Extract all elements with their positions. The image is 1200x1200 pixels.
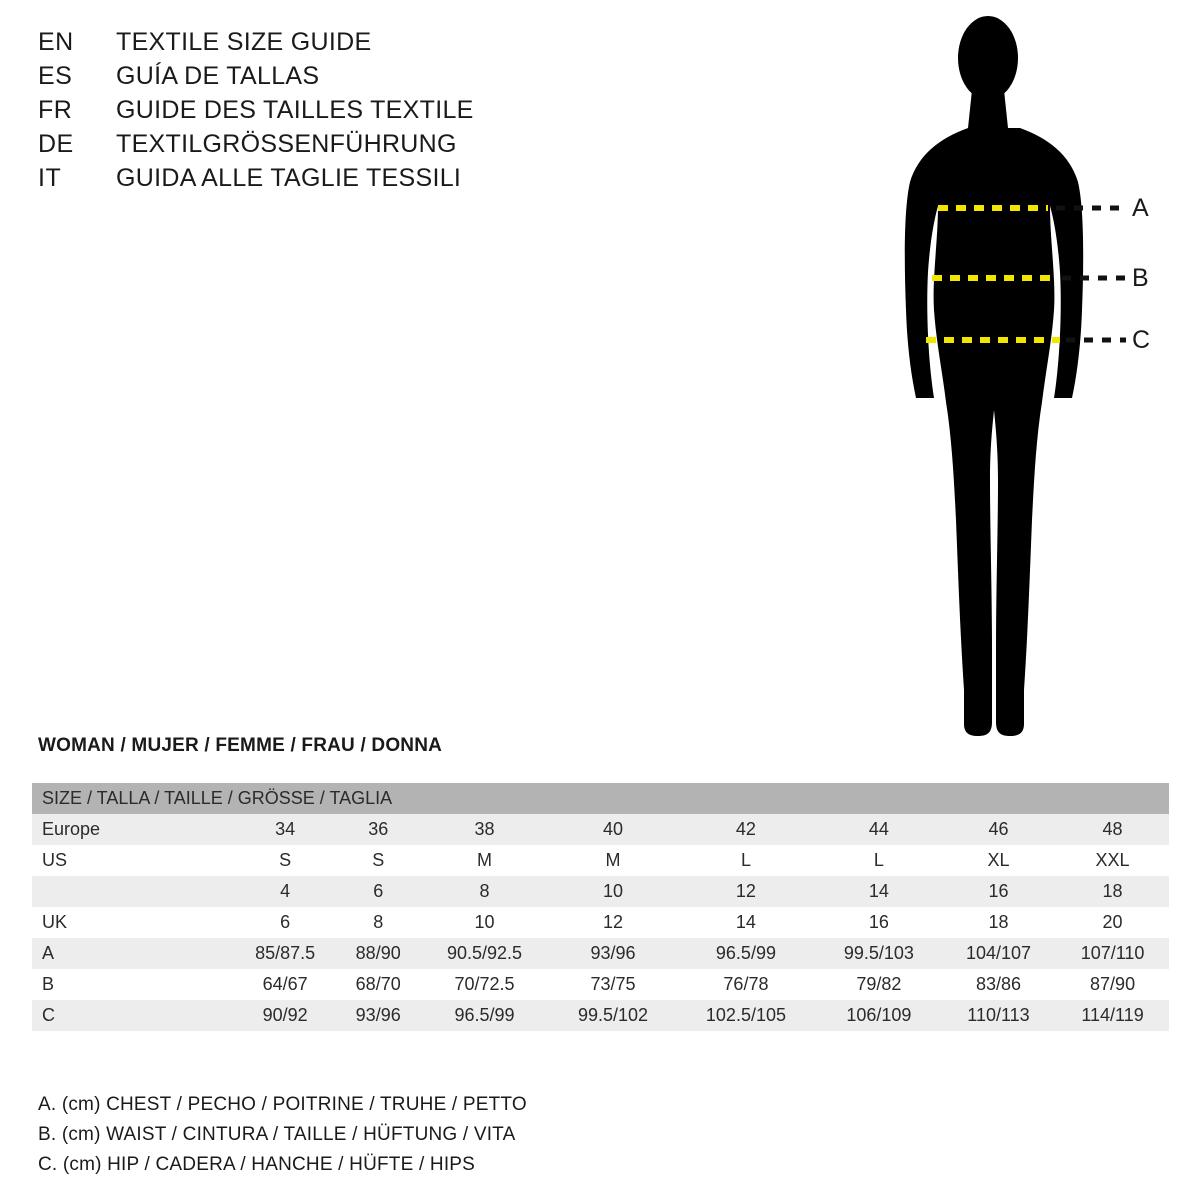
- cell: 8: [373, 912, 384, 932]
- cell: 88/90: [355, 943, 401, 963]
- female-body-silhouette-icon: [860, 10, 1190, 750]
- cell: 4: [280, 881, 291, 901]
- cell: 18: [1102, 881, 1123, 901]
- cell: 104/107: [965, 943, 1032, 963]
- cell: 93/96: [355, 1005, 401, 1025]
- row-label-europe: Europe: [42, 819, 101, 839]
- cell: 90.5/92.5: [447, 943, 523, 963]
- cell: 6: [373, 881, 384, 901]
- cell: L: [740, 850, 751, 870]
- language-code-fr: FR: [38, 96, 73, 124]
- row-label-a: A: [42, 943, 55, 963]
- cell: 85/87.5: [255, 943, 316, 963]
- footnote-waist: B. (cm) WAIST / CINTURA / TAILLE / HÜFTUNG / VITA: [38, 1124, 516, 1145]
- language-code-de: DE: [38, 130, 74, 158]
- title-row: [38, 164, 558, 198]
- row-label-c: C: [42, 1005, 55, 1025]
- table-row: [32, 907, 1169, 938]
- footnote-hip: C. (cm) HIP / CADERA / HANCHE / HÜFTE / HIPS: [38, 1154, 476, 1175]
- cell: 20: [1102, 912, 1123, 932]
- cell: 6: [280, 912, 291, 932]
- cell: M: [605, 850, 621, 870]
- row-label-uk: UK: [42, 912, 68, 932]
- cell: XL: [987, 850, 1010, 870]
- cell: 12: [735, 881, 756, 901]
- cell: 8: [479, 881, 490, 901]
- table-row: [32, 969, 1169, 1000]
- cell: 96.5/99: [715, 943, 776, 963]
- language-title-block: [38, 28, 558, 198]
- title-row: [38, 62, 558, 96]
- cell: S: [372, 850, 385, 870]
- cell: 14: [735, 912, 756, 932]
- cell: 83/86: [975, 974, 1022, 994]
- title-row: [38, 96, 558, 130]
- table-row: [32, 1000, 1169, 1031]
- cell: 68/70: [355, 974, 401, 994]
- cell: 99.5/102: [577, 1005, 649, 1025]
- measure-label-c: C: [1132, 326, 1151, 354]
- title-text-fr: GUIDE DES TAILLES TEXTILE: [116, 96, 474, 124]
- title-row: [38, 28, 558, 62]
- cell: 46: [988, 819, 1009, 839]
- cell: XXL: [1095, 850, 1130, 870]
- table-row: [32, 938, 1169, 969]
- cell: 76/78: [723, 974, 769, 994]
- cell: 14: [868, 881, 889, 901]
- cell: 16: [988, 881, 1009, 901]
- cell: 18: [988, 912, 1009, 932]
- cell: 110/113: [967, 1005, 1030, 1025]
- cell: 70/72.5: [454, 974, 515, 994]
- table-row: [32, 876, 1169, 907]
- cell: 96.5/99: [454, 1005, 515, 1025]
- cell: M: [477, 850, 493, 870]
- cell: 16: [868, 912, 889, 932]
- cell: 106/109: [846, 1005, 912, 1025]
- cell: 102.5/105: [705, 1005, 786, 1025]
- title-text-en: TEXTILE SIZE GUIDE: [116, 28, 372, 56]
- row-label-b: B: [42, 974, 55, 994]
- language-code-it: IT: [38, 164, 62, 192]
- cell: 44: [868, 819, 889, 839]
- cell: 10: [474, 912, 495, 932]
- footnote-chest: A. (cm) CHEST / PECHO / POITRINE / TRUHE / PETTO: [38, 1094, 527, 1115]
- size-table: [32, 783, 1169, 1031]
- cell: 40: [603, 819, 624, 839]
- cell: 64/67: [262, 974, 308, 994]
- cell: 93/96: [590, 943, 636, 963]
- cell: 79/82: [856, 974, 902, 994]
- title-text-it: GUIDA ALLE TAGLIE TESSILI: [116, 164, 462, 192]
- cell: 10: [603, 881, 624, 901]
- cell: 12: [603, 912, 624, 932]
- row-label-us: US: [42, 850, 68, 870]
- cell: 48: [1102, 819, 1123, 839]
- cell: S: [279, 850, 292, 870]
- cell: 99.5/103: [843, 943, 914, 963]
- table-header-label: SIZE / TALLA / TAILLE / GRÖSSE / TAGLIA: [42, 788, 393, 808]
- cell: 90/92: [262, 1005, 308, 1025]
- row-label-us-numeric: [32, 876, 232, 907]
- measure-label-a: A: [1132, 194, 1149, 222]
- footnotes: [38, 1090, 738, 1180]
- cell: 38: [474, 819, 495, 839]
- cell: 73/75: [590, 974, 636, 994]
- title-text-de: TEXTILGRÖSSENFÜHRUNG: [116, 130, 457, 158]
- measure-label-b: B: [1132, 264, 1149, 292]
- title-text-es: GUÍA DE TALLAS: [116, 62, 320, 90]
- cell: 34: [275, 819, 296, 839]
- cell: L: [873, 850, 884, 870]
- cell: 36: [368, 819, 389, 839]
- section-heading-woman: WOMAN / MUJER / FEMME / FRAU / DONNA: [38, 735, 443, 756]
- table-row: [32, 845, 1169, 876]
- cell: 107/110: [1080, 943, 1145, 963]
- language-code-en: EN: [38, 28, 74, 56]
- cell: 114/119: [1081, 1005, 1144, 1025]
- cell: 42: [735, 819, 756, 839]
- language-code-es: ES: [38, 62, 73, 90]
- title-row: [38, 130, 558, 164]
- cell: 87/90: [1090, 974, 1136, 994]
- table-header-row: [32, 783, 1169, 814]
- table-row: [32, 814, 1169, 845]
- body-figure-area: [860, 10, 1190, 750]
